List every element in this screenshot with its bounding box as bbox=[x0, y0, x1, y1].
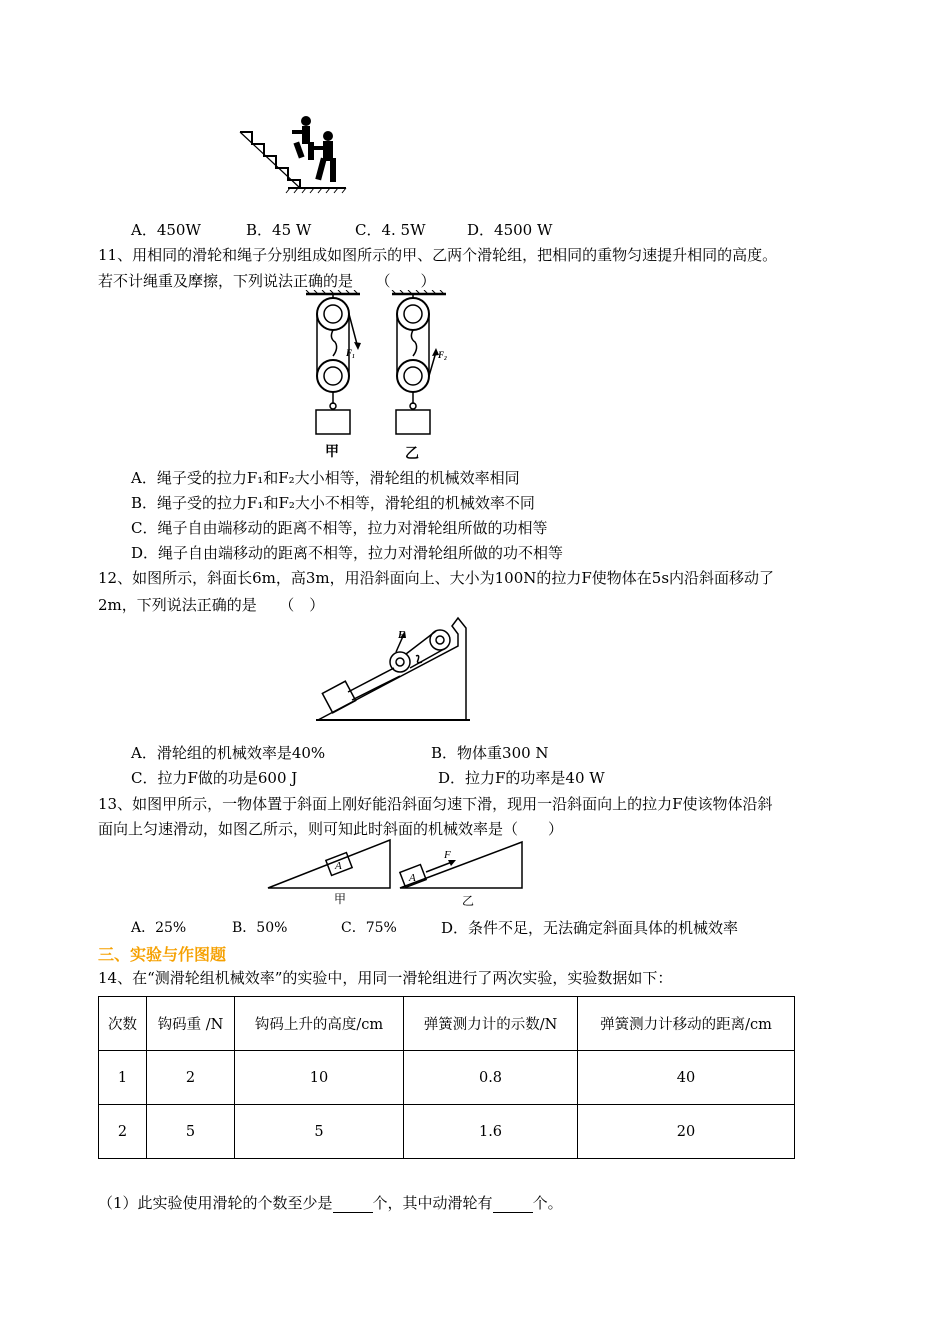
incline-label-a-left: A bbox=[335, 860, 342, 872]
q11-stem-line2: 若不计绳重及摩擦，下列说法正确的是 （ ） bbox=[98, 272, 436, 290]
q12-stem-line2: 2m，下列说法正确的是 （ ） bbox=[98, 596, 325, 614]
table-cell: 40 bbox=[578, 1051, 795, 1105]
stairs-figure bbox=[238, 112, 348, 194]
incline-label-f: F bbox=[398, 630, 405, 641]
table-header-row bbox=[99, 997, 795, 1051]
q14-sub1-text-c: 个。 bbox=[532, 1194, 563, 1212]
q14-stem: 14、在“测滑轮组机械效率”的实验中，用同一滑轮组进行了两次实验，实验数据如下： bbox=[98, 969, 673, 987]
q12-option-b: B．物体重300 N bbox=[431, 744, 549, 762]
pulley-label-f2: F₂ bbox=[438, 350, 448, 360]
q10-option-a: A．450W bbox=[131, 221, 201, 239]
table-cell: 5 bbox=[235, 1105, 404, 1159]
incline-figures bbox=[266, 836, 530, 908]
answer-blank-1[interactable] bbox=[333, 1198, 373, 1213]
incline-label-a-right: A bbox=[409, 872, 416, 884]
q10-option-c: C．4. 5W bbox=[355, 221, 426, 239]
table-header-cell: 钩码重 /N bbox=[147, 997, 235, 1051]
table-row bbox=[99, 1105, 795, 1159]
table-cell: 2 bbox=[147, 1051, 235, 1105]
q10-option-d: D．4500 W bbox=[467, 221, 553, 239]
q12-stem-line1: 12、如图所示，斜面长6m，高3m，用沿斜面向上、大小为100N的拉力F使物体在5s内沿斜面移动了 bbox=[98, 569, 775, 587]
q13-option-c: C．75% bbox=[341, 920, 397, 936]
q13-stem-line1: 13、如图甲所示，一物体置于斜面上刚好能沿斜面匀速下滑，现用一沿斜面向上的拉力F使该物体沿斜 bbox=[98, 795, 773, 813]
incline-label-right: 乙 bbox=[462, 894, 475, 908]
table-cell: 20 bbox=[578, 1105, 795, 1159]
q11-option-a: A．绳子受的拉力F₁和F₂大小相等，滑轮组的机械效率相同 bbox=[131, 469, 520, 487]
q13-option-a: A．25% bbox=[131, 920, 187, 936]
pulley-label-right: 乙 bbox=[405, 446, 419, 462]
table-cell: 5 bbox=[147, 1105, 235, 1159]
pulley-label-f1: F₁ bbox=[346, 348, 356, 358]
q11-option-b: B．绳子受的拉力F₁和F₂大小不相等，滑轮组的机械效率不同 bbox=[131, 494, 535, 512]
q14-subquestion-1 bbox=[98, 1192, 563, 1213]
q14-sub1-text-b: 个，其中动滑轮有 bbox=[372, 1194, 493, 1212]
experiment-table bbox=[98, 996, 795, 1159]
section-title: 三、实验与作图题 bbox=[98, 945, 227, 964]
pulley-figure bbox=[300, 290, 460, 462]
table-header-cell: 钩码上升的高度/cm bbox=[235, 997, 404, 1051]
table-cell: 0.8 bbox=[404, 1051, 578, 1105]
table-header-cell: 弹簧测力计移动的距离/cm bbox=[578, 997, 795, 1051]
table-cell: 2 bbox=[99, 1105, 147, 1159]
q12-option-c: C．拉力F做的功是600 J bbox=[131, 769, 298, 787]
q13-stem-line2: 面向上匀速滑动，如图乙所示，则可知此时斜面的机械效率是（ ） bbox=[98, 820, 564, 838]
q12-option-d: D．拉力F的功率是40 W bbox=[438, 769, 605, 787]
answer-blank-2[interactable] bbox=[493, 1198, 533, 1213]
table-header-cell: 弹簧测力计的示数/N bbox=[404, 997, 578, 1051]
incline-label-left: 甲 bbox=[334, 892, 347, 906]
q13-option-b: B．50% bbox=[232, 920, 288, 936]
table-row bbox=[99, 1051, 795, 1105]
q11-option-c: C．绳子自由端移动的距离不相等，拉力对滑轮组所做的功相等 bbox=[131, 519, 548, 537]
q10-option-b: B．45 W bbox=[246, 221, 312, 239]
incline-pulley-figure bbox=[316, 614, 472, 724]
q14-sub1-text-a: （1）此实验使用滑轮的个数至少是 bbox=[98, 1194, 333, 1212]
table-cell: 1.6 bbox=[404, 1105, 578, 1159]
q11-option-d: D．绳子自由端移动的距离不相等，拉力对滑轮组所做的功不相等 bbox=[131, 544, 564, 562]
pulley-label-left: 甲 bbox=[325, 444, 339, 460]
q12-option-a: A．滑轮组的机械效率是40% bbox=[131, 744, 326, 762]
table-header-cell: 次数 bbox=[99, 997, 147, 1051]
table-cell: 10 bbox=[235, 1051, 404, 1105]
q13-option-d: D．条件不足，无法确定斜面具体的机械效率 bbox=[441, 919, 739, 937]
table-cell: 1 bbox=[99, 1051, 147, 1105]
q11-stem-line1: 11、用相同的滑轮和绳子分别组成如图所示的甲、乙两个滑轮组，把相同的重物匀速提升相同的高度。 bbox=[98, 246, 778, 264]
incline-label-f: F bbox=[444, 849, 451, 861]
